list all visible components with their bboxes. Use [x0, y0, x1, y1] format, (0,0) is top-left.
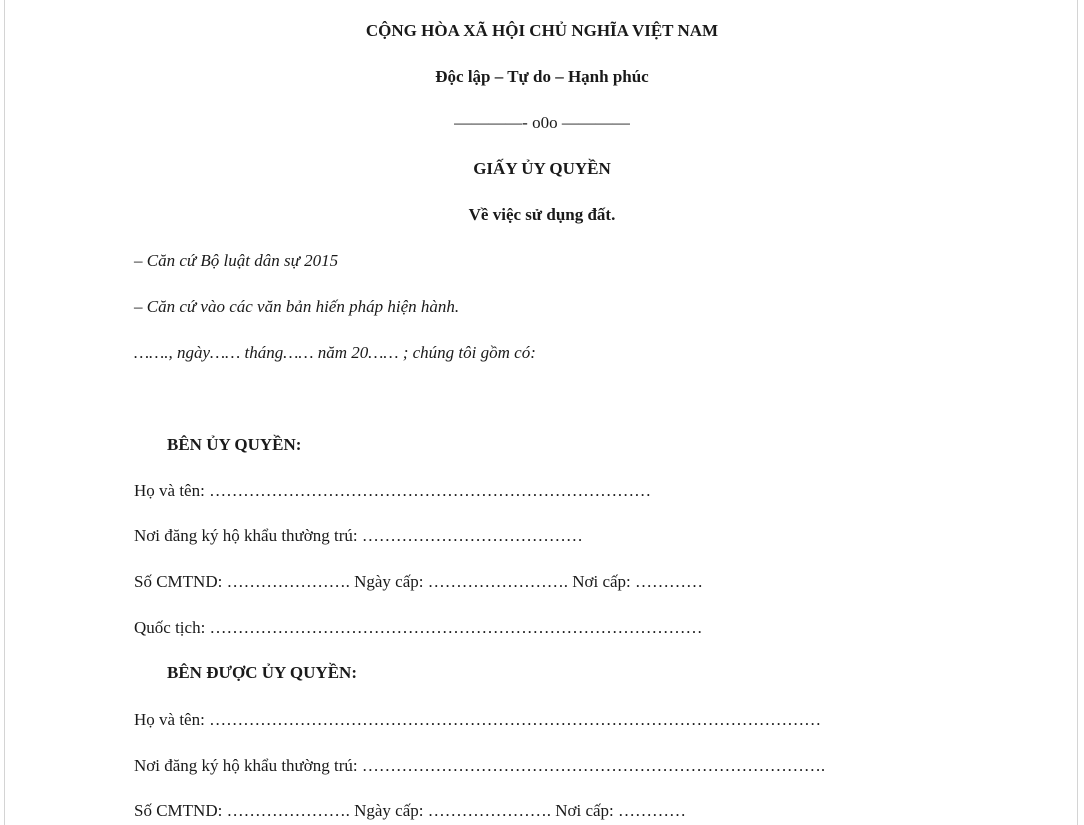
document-title: GIẤY ỦY QUYỀN	[473, 159, 611, 178]
grantor-nationality-field: Quốc tịch: ……………………………………………………………………………	[134, 618, 703, 637]
motto: Độc lập – Tự do – Hạnh phúc	[435, 67, 649, 86]
grantor-id-field: Số CMTND: …………………. Ngày cấp: ……………………. Nơi cấp: …………	[134, 572, 704, 591]
grantor-heading: BÊN ỦY QUYỀN:	[167, 435, 302, 454]
preamble-line-1: – Căn cứ Bộ luật dân sự 2015	[134, 251, 339, 270]
separator: ————- o0o ————	[454, 113, 630, 132]
grantee-name-field: Họ và tên: ………………………………………………………………………………………………	[134, 710, 822, 729]
document-subject: Về việc sử dụng đất.	[468, 205, 616, 224]
grantor-residence-field: Nơi đăng ký hộ khẩu thường trú: …………………………………	[134, 526, 583, 545]
grantor-name-field: Họ và tên: ……………………………………………………………………	[134, 481, 652, 500]
preamble-line-3: ……., ngày…… tháng…… năm 20…… ; chúng tôi gồm có:	[134, 343, 536, 362]
grantee-heading: BÊN ĐƯỢC ỦY QUYỀN:	[167, 663, 357, 682]
preamble-line-2: – Căn cứ vào các văn bản hiến pháp hiện hành.	[134, 297, 460, 316]
grantee-id-field: Số CMTND: …………………. Ngày cấp: …………………. Nơi cấp: …………	[134, 801, 687, 820]
grantee-residence-field: Nơi đăng ký hộ khẩu thường trú: ……………………………………………………………………….	[134, 756, 826, 775]
national-title: CỘNG HÒA XÃ HỘI CHỦ NGHĨA VIỆT NAM	[365, 21, 719, 40]
